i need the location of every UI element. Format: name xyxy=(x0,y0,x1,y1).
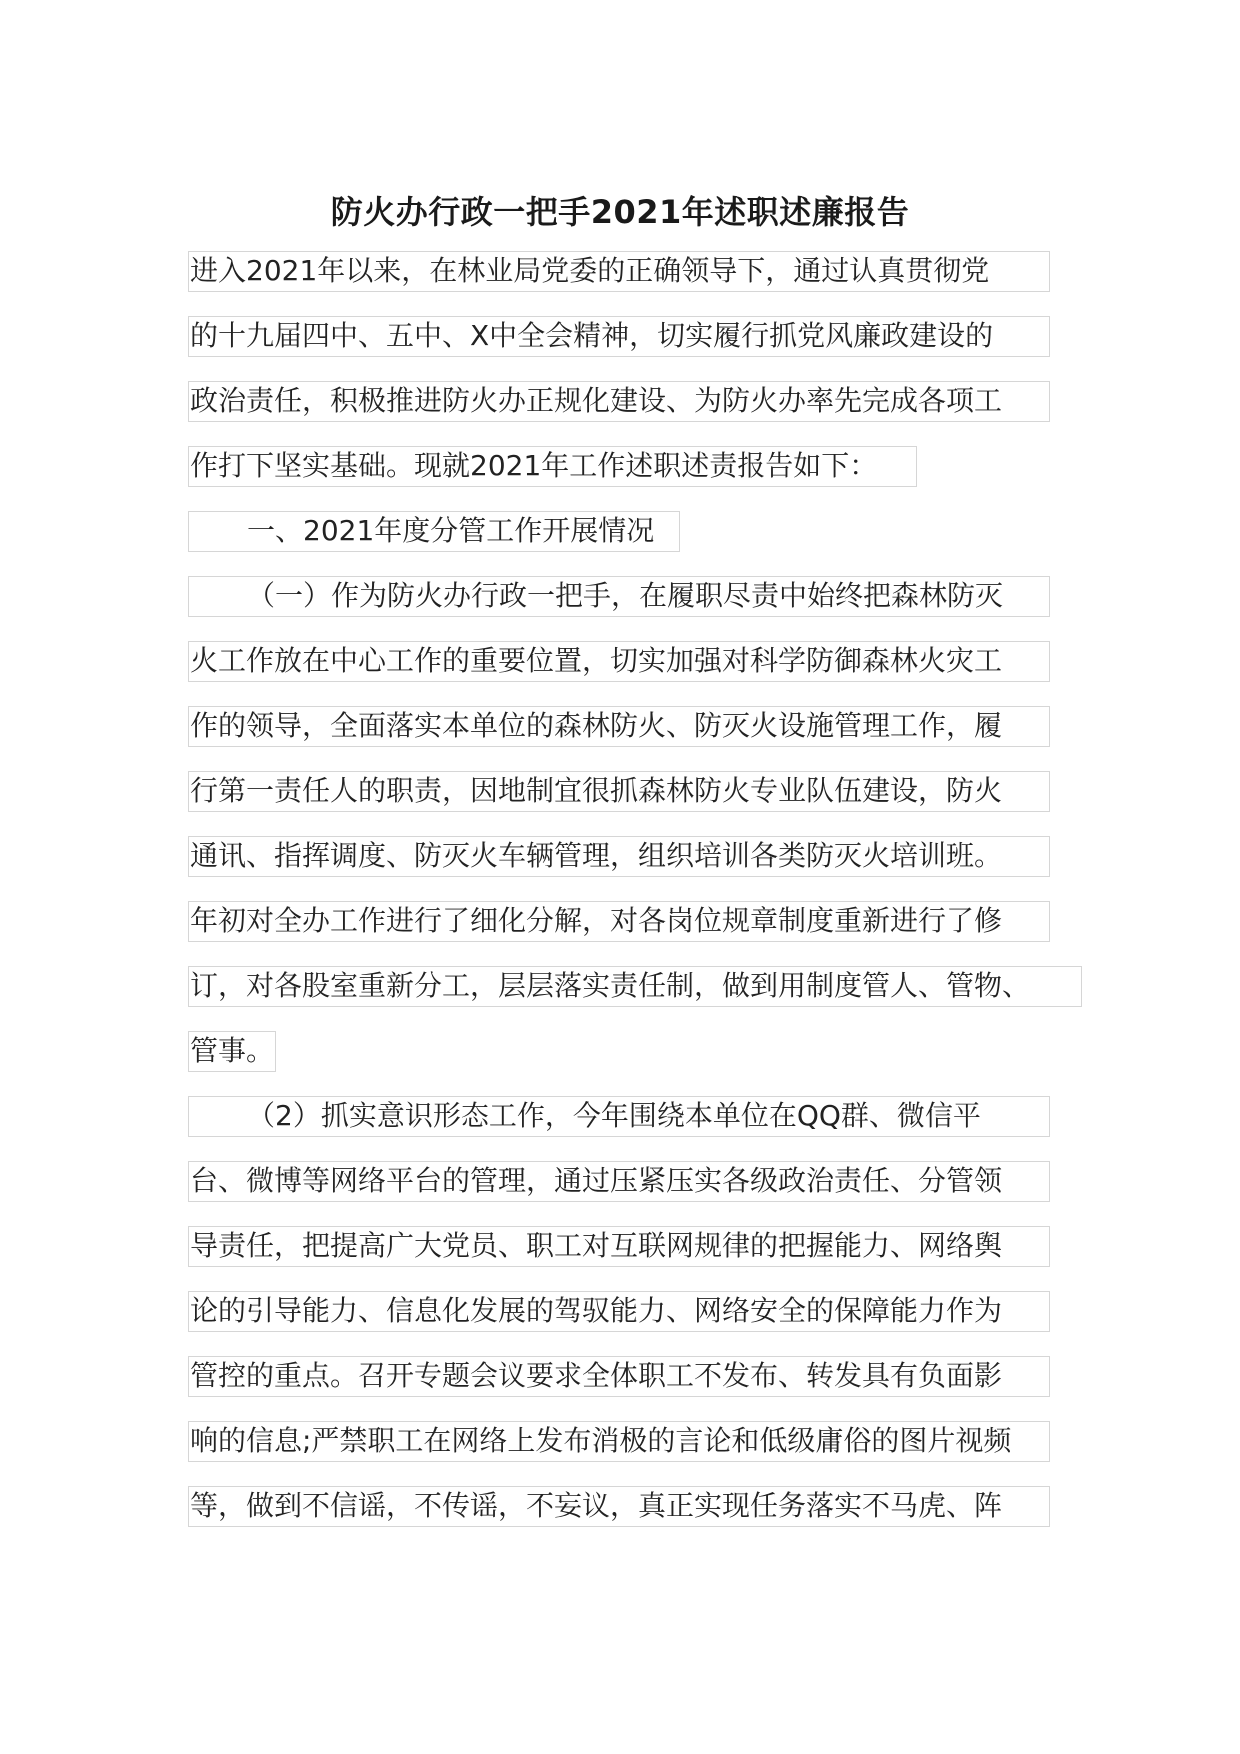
text-line: 政治责任，积极推进防火办正规化建设、为防火办率先完成各项工 xyxy=(188,381,1050,422)
text-line: 导责任，把提高广大党员、职工对互联网规律的把握能力、网络舆 xyxy=(188,1226,1050,1267)
section-heading: 一、2021年度分管工作开展情况 xyxy=(188,511,680,552)
text-line: 火工作放在中心工作的重要位置，切实加强对科学防御森林火灾工 xyxy=(188,641,1050,682)
text-line: 年初对全办工作进行了细化分解，对各岗位规章制度重新进行了修 xyxy=(188,901,1050,942)
text-line: 订，对各股室重新分工，层层落实责任制，做到用制度管人、管物、 xyxy=(188,966,1082,1007)
document-title: 防火办行政一把手2021年述职述廉报告 xyxy=(330,193,910,231)
text-line: （一）作为防火办行政一把手，在履职尽责中始终把森林防灭 xyxy=(188,576,1050,617)
text-line: 台、微博等网络平台的管理，通过压紧压实各级政治责任、分管领 xyxy=(188,1161,1050,1202)
text-line: 作打下坚实基础。现就2021年工作述职述责报告如下： xyxy=(188,446,917,487)
text-line: 管控的重点。召开专题会议要求全体职工不发布、转发具有负面影 xyxy=(188,1356,1050,1397)
text-line: 的十九届四中、五中、X中全会精神，切实履行抓党风廉政建设的 xyxy=(188,316,1050,357)
text-line: 行第一责任人的职责，因地制宜很抓森林防火专业队伍建设，防火 xyxy=(188,771,1050,812)
text-line: 进入2021年以来，在林业局党委的正确领导下，通过认真贯彻党 xyxy=(188,251,1050,292)
text-line: 管事。 xyxy=(188,1031,276,1072)
text-line: （2）抓实意识形态工作，今年围绕本单位在QQ群、微信平 xyxy=(188,1096,1050,1137)
text-line: 论的引导能力、信息化发展的驾驭能力、网络安全的保障能力作为 xyxy=(188,1291,1050,1332)
text-line: 作的领导，全面落实本单位的森林防火、防灭火设施管理工作，履 xyxy=(188,706,1050,747)
text-line: 通讯、指挥调度、防灭火车辆管理，组织培训各类防灭火培训班。 xyxy=(188,836,1050,877)
text-line: 等，做到不信谣，不传谣，不妄议，真正实现任务落实不马虎、阵 xyxy=(188,1486,1050,1527)
text-line: 响的信息;严禁职工在网络上发布消极的言论和低级庸俗的图片视频 xyxy=(188,1421,1050,1462)
